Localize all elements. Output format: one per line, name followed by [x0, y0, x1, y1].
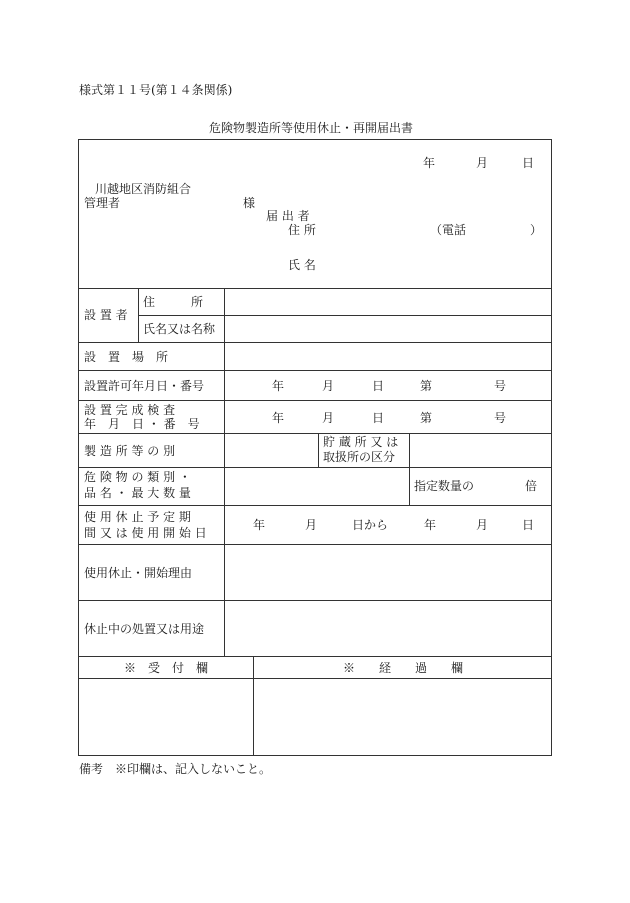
times-label: 倍	[525, 479, 538, 493]
facility-type-field[interactable]	[226, 435, 316, 466]
period-label-1: 使 用 休 止 予 定 期	[84, 510, 191, 524]
period-from: 日から	[352, 518, 389, 532]
reception-box	[80, 680, 252, 754]
completion-year: 年	[272, 411, 285, 425]
storage-label-2: 取扱所の区分	[323, 450, 396, 464]
installer-name-label: 氏名又は名称	[143, 322, 216, 336]
storage-class-field[interactable]	[411, 435, 550, 466]
permit-go: 号	[494, 379, 507, 393]
permit-month: 月	[322, 379, 335, 393]
note: 備考 ※印欄は、記入しないこと。	[79, 762, 272, 776]
permit-date-label: 設置許可年月日・番号	[84, 379, 205, 393]
installer-name-field[interactable]	[226, 317, 550, 341]
installer-address-label: 住 所	[143, 295, 204, 309]
completion-go: 号	[494, 411, 507, 425]
name-label: 氏 名	[288, 258, 316, 272]
honorific: 様	[243, 196, 256, 210]
storage-label-1: 貯 蔵 所 又 は	[323, 435, 399, 449]
installer-label: 設 置 者	[84, 308, 128, 322]
designated-qty-label: 指定数量の	[414, 479, 475, 493]
permit-year: 年	[272, 379, 285, 393]
header-day: 日	[522, 156, 535, 170]
period-label-2: 間 又 は 使 用 開 始 日	[84, 526, 207, 540]
phone-close: ）	[530, 223, 543, 237]
address-label: 住 所	[288, 223, 316, 237]
permit-dai: 第	[420, 379, 433, 393]
completion-dai: 第	[420, 411, 433, 425]
period-to-month: 月	[476, 518, 489, 532]
progress-box	[255, 680, 550, 754]
hazmat-field[interactable]	[226, 469, 408, 504]
header-year: 年	[423, 156, 436, 170]
completion-month: 月	[322, 411, 335, 425]
permit-day: 日	[372, 379, 385, 393]
recipient-org: 川越地区消防組合	[95, 182, 192, 196]
period-from-month: 月	[305, 518, 318, 532]
reception-header: ※ 受 付 欄	[124, 661, 209, 675]
recipient-title: 管理者	[84, 196, 121, 210]
hazmat-label-2: 品 名 ・ 最 大 数 量	[84, 486, 191, 500]
header-month: 月	[476, 156, 489, 170]
period-from-year: 年	[253, 518, 266, 532]
notifier-label: 届 出 者	[266, 209, 310, 223]
facility-type-label: 製 造 所 等 の 別	[84, 444, 176, 458]
completion-day: 日	[372, 411, 385, 425]
reason-field[interactable]	[226, 546, 550, 599]
form-title: 危険物製造所等使用休止・再開届出書	[209, 121, 414, 135]
location-label: 設 置 場 所	[84, 350, 169, 364]
phone-open: （電話	[430, 223, 467, 237]
measures-field[interactable]	[226, 602, 550, 655]
period-to-day: 日	[522, 518, 535, 532]
period-to-year: 年	[424, 518, 437, 532]
completion-label-2: 年 月 日 ・ 番 号	[84, 417, 200, 431]
form-number: 様式第１１号(第１４条関係)	[79, 83, 233, 97]
location-field[interactable]	[226, 344, 550, 369]
hazmat-label-1: 危 険 物 の 類 別 ・	[84, 470, 191, 484]
installer-address-field[interactable]	[226, 290, 550, 314]
measures-label: 休止中の処置又は用途	[84, 622, 205, 636]
reason-label: 使用休止・開始理由	[84, 566, 193, 580]
progress-header: ※ 経 過 欄	[343, 661, 464, 675]
completion-label-1: 設 置 完 成 検 査	[84, 403, 176, 417]
